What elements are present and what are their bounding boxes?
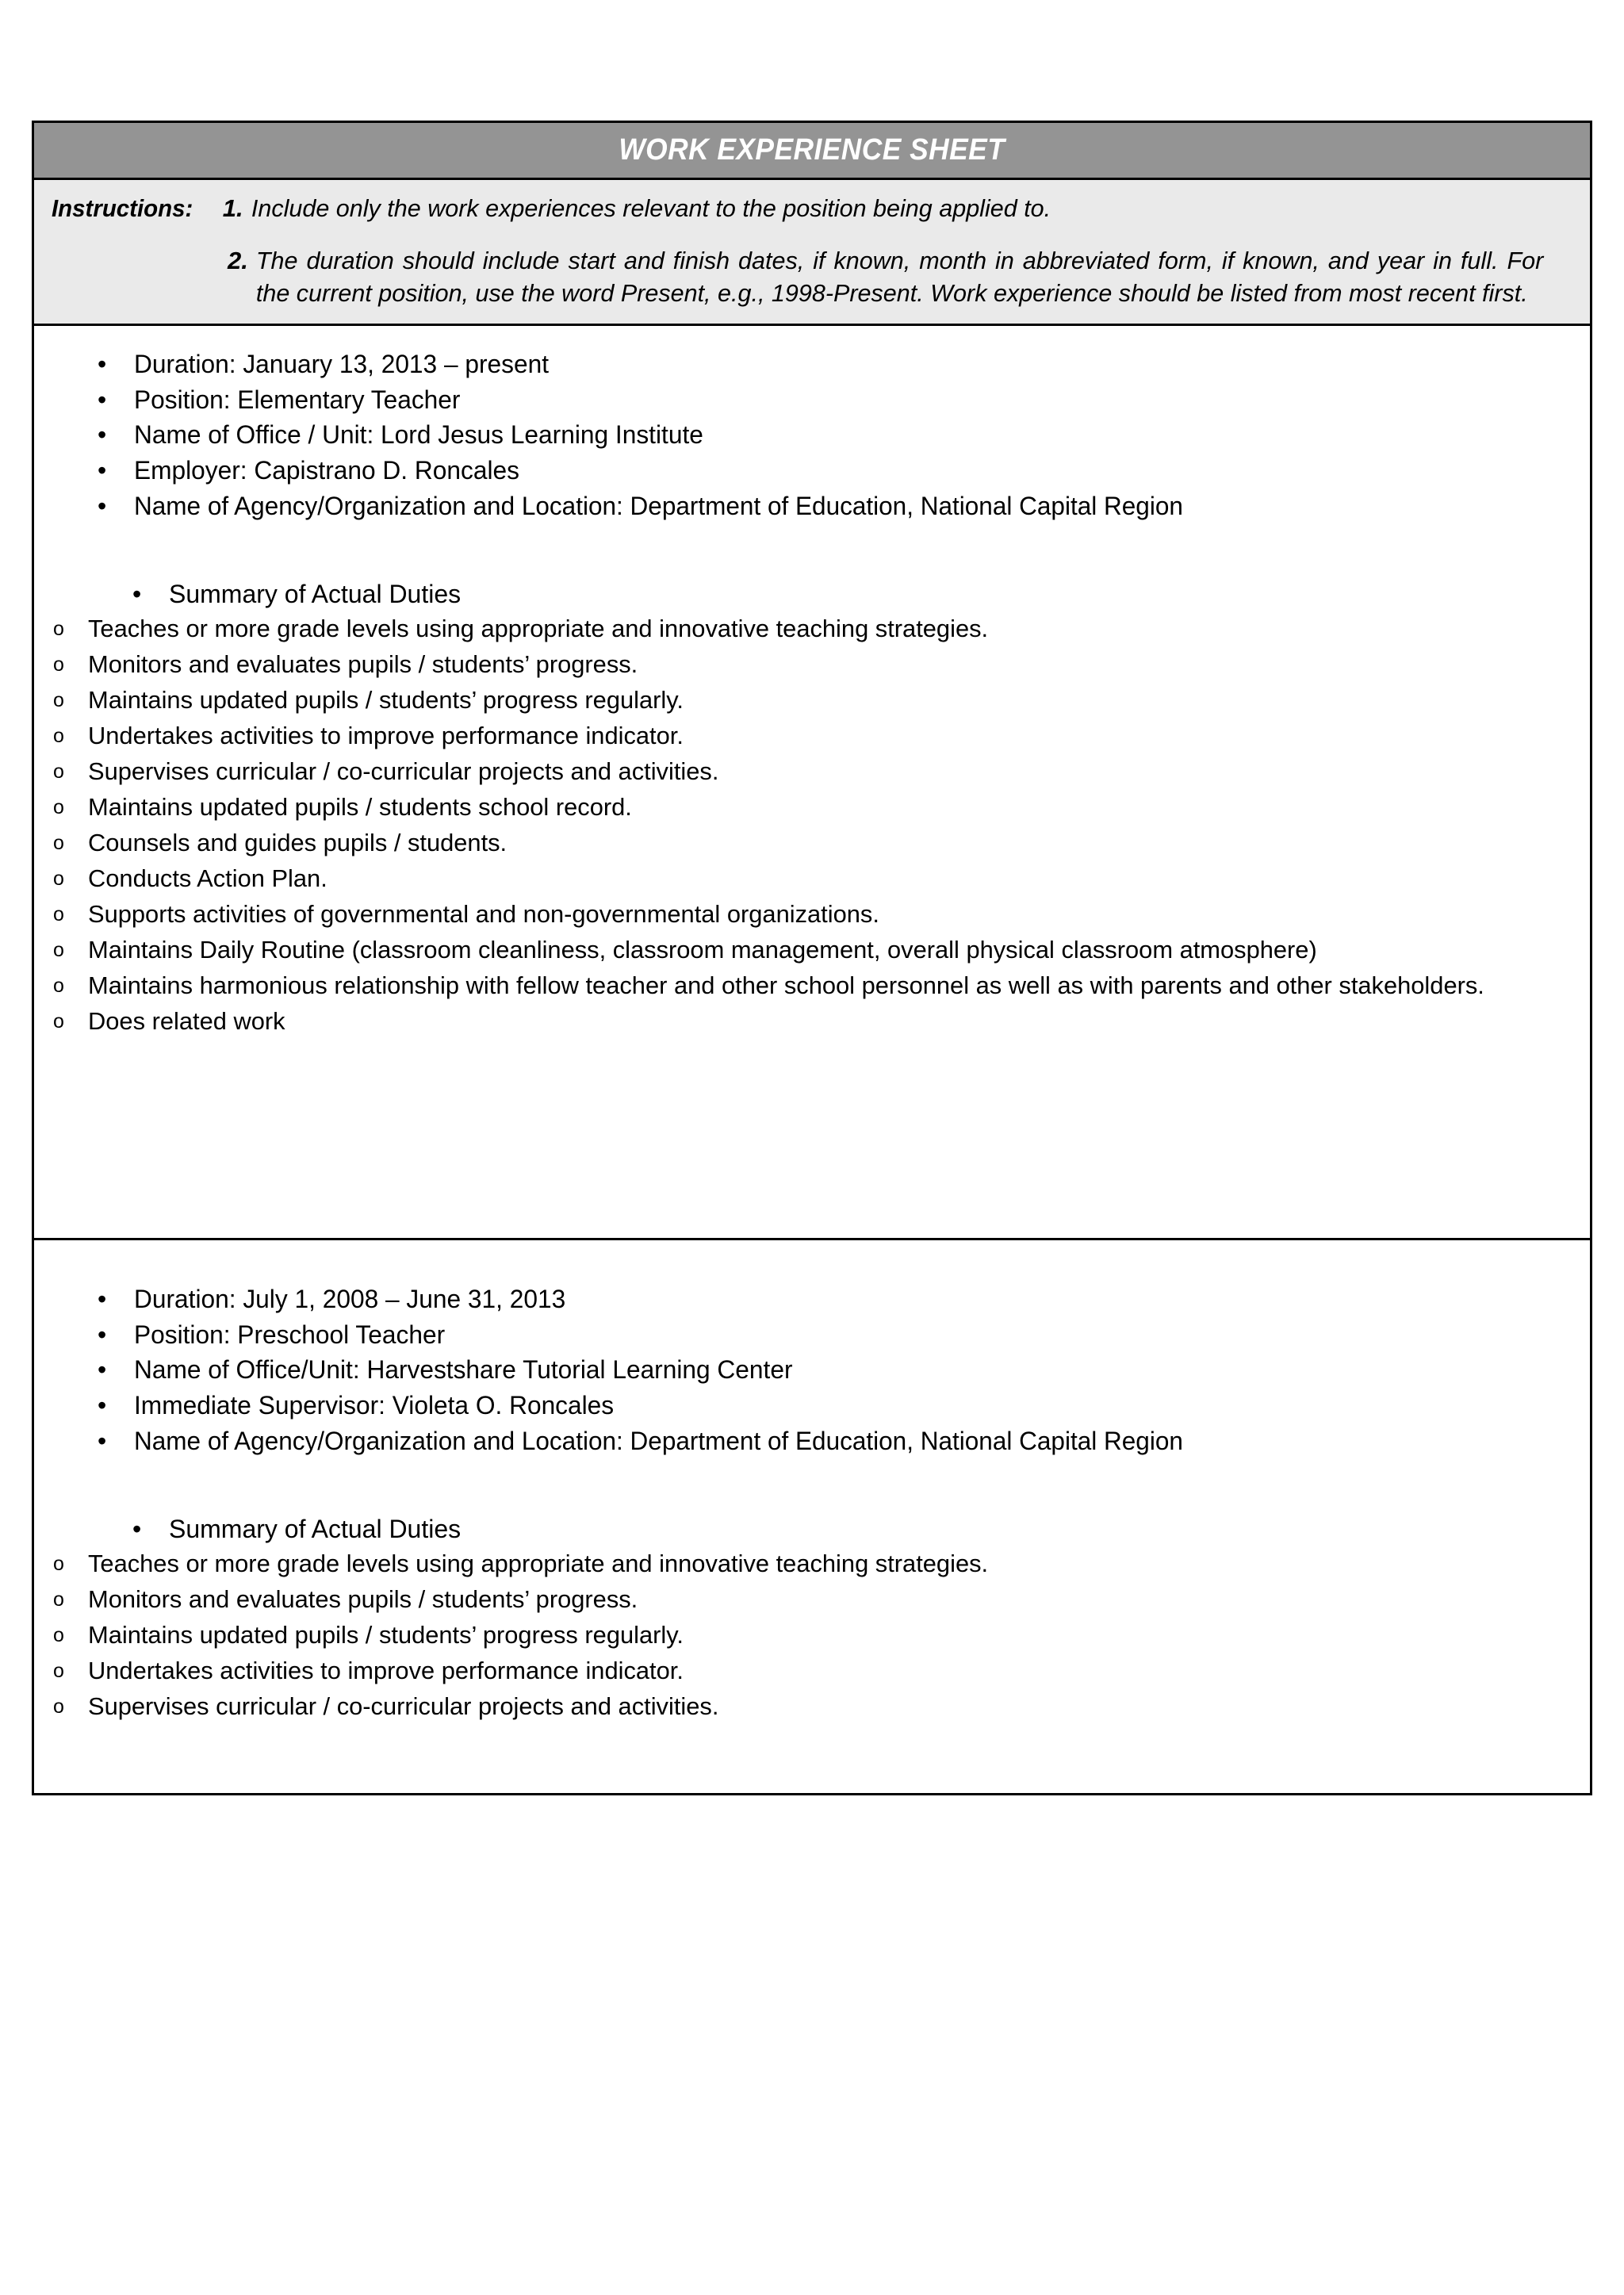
circle-bullet-icon: o: [53, 1695, 64, 1718]
duty-text: Counsels and guides pupils / students.: [88, 828, 508, 856]
duty-text: Maintains updated pupils / students school record.: [88, 792, 632, 821]
field-value: Name of Office/Unit: Harvestshare Tutorial Learning Center: [134, 1355, 793, 1385]
bullet-icon: •: [98, 1320, 107, 1349]
sheet-title-band: [34, 123, 1590, 180]
duty-item: [53, 1619, 1571, 1653]
duty-item: [53, 1654, 1571, 1688]
circle-bullet-icon: o: [53, 617, 64, 640]
instruction-row-2: [52, 245, 1563, 309]
circle-bullet-icon: o: [53, 760, 64, 783]
experience-2-summary-heading: [53, 1511, 1571, 1547]
circle-bullet-icon: o: [53, 938, 64, 961]
experience-2-field-immediate-supervisor: [53, 1388, 1571, 1423]
bullet-icon: •: [98, 349, 107, 378]
experience-1-duties-list: [53, 612, 1571, 1039]
instruction-text-2: The duration should include start and finish dates, if known, month in abbreviated form, if known, and year in full. For the current position, use the word Present, e.g., 1998-Present. Work experience should be listed from most recent first.: [255, 247, 1544, 307]
duty-item: [53, 933, 1571, 967]
experience-1-field-position: [53, 382, 1571, 418]
work-experience-table: [32, 121, 1592, 1795]
experience-1-field-employer: [53, 453, 1571, 489]
bullet-icon: •: [98, 385, 107, 414]
field-value: Immediate Supervisor: Violeta O. Roncales: [134, 1391, 615, 1420]
duty-item: [53, 755, 1571, 789]
circle-bullet-icon: o: [53, 902, 64, 925]
summary-heading-label: Summary of Actual Duties: [169, 579, 462, 608]
duty-text: Maintains updated pupils / students’ progress regularly.: [88, 1620, 684, 1649]
circle-bullet-icon: o: [53, 831, 64, 854]
duty-item: [53, 898, 1571, 932]
duty-item: [53, 826, 1571, 860]
instruction-text-1: Include only the work experiences relevant to the position being applied to.: [251, 194, 1051, 222]
bullet-icon: •: [98, 1284, 107, 1313]
circle-bullet-icon: o: [53, 1010, 64, 1033]
duty-text: Does related work: [88, 1006, 285, 1035]
duty-text: Teaches or more grade levels using appropriate and innovative teaching strategies.: [88, 614, 989, 642]
duty-text: Monitors and evaluates pupils / students’ progress.: [88, 649, 638, 678]
instructions-label: Instructions:: [52, 194, 193, 222]
bullet-icon: •: [132, 1514, 142, 1543]
experience-2-duties-list: [53, 1547, 1571, 1724]
duty-text: Maintains updated pupils / students’ progress regularly.: [88, 685, 684, 714]
experience-entry-2: [34, 1238, 1590, 1793]
experience-2-field-position: [53, 1317, 1571, 1353]
field-value: Employer: Capistrano D. Roncales: [134, 456, 519, 485]
bullet-icon: •: [98, 1427, 107, 1456]
field-value: Duration: January 13, 2013 – present: [134, 349, 550, 378]
circle-bullet-icon: o: [53, 688, 64, 711]
instruction-number-2: 2.: [228, 247, 248, 275]
circle-bullet-icon: o: [53, 1623, 64, 1646]
duty-item: [53, 648, 1571, 682]
duty-text: Supervises curricular / co-curricular projects and activities.: [88, 1692, 719, 1720]
field-value: Name of Office / Unit: Lord Jesus Learning Institute: [134, 420, 703, 450]
duty-text: Maintains Daily Routine (classroom cleanliness, classroom management, overall physical classroom atmosphere): [88, 935, 1317, 964]
duty-text: Conducts Action Plan.: [88, 864, 327, 892]
page-title: WORK EXPERIENCE SHEET: [619, 133, 1005, 167]
experience-2-field-list: [53, 1282, 1571, 1459]
circle-bullet-icon: o: [53, 1659, 64, 1682]
experience-1-field-agency-location: [53, 489, 1571, 524]
instruction-row-1: [52, 193, 1563, 224]
field-value: Position: Preschool Teacher: [134, 1320, 446, 1349]
instruction-number-1: 1.: [222, 194, 243, 222]
instructions-section: [34, 180, 1590, 326]
duty-item: [53, 1005, 1571, 1039]
duty-item: [53, 684, 1571, 718]
experience-1-summary-heading: [53, 577, 1571, 612]
experience-1-field-duration: [53, 347, 1571, 382]
bullet-icon: •: [98, 420, 107, 450]
duty-item: [53, 719, 1571, 753]
circle-bullet-icon: o: [53, 795, 64, 818]
bullet-icon: •: [98, 1391, 107, 1420]
duty-item: [53, 1583, 1571, 1617]
field-value: Name of Agency/Organization and Location: Department of Education, National Capital Region: [134, 492, 1183, 521]
duty-item: [53, 1547, 1571, 1581]
bullet-icon: •: [98, 456, 107, 485]
circle-bullet-icon: o: [53, 974, 64, 997]
duty-text: Undertakes activities to improve performance indicator.: [88, 721, 684, 749]
duty-item: [53, 862, 1571, 896]
bullet-icon: •: [132, 579, 142, 608]
duty-text: Undertakes activities to improve performance indicator.: [88, 1656, 684, 1684]
experience-1-field-office-unit: [53, 417, 1571, 453]
experience-2-field-office-unit: [53, 1352, 1571, 1388]
duty-text: Monitors and evaluates pupils / students’ progress.: [88, 1584, 638, 1613]
duty-item: [53, 1690, 1571, 1724]
experience-1-field-list: [53, 347, 1571, 524]
duty-text: Supports activities of governmental and non-governmental organizations.: [88, 899, 879, 928]
summary-heading-label: Summary of Actual Duties: [169, 1514, 462, 1543]
field-value: Name of Agency/Organization and Location: Department of Education, National Capital Region: [134, 1427, 1183, 1456]
duty-text: Maintains harmonious relationship with fellow teacher and other school personnel as well as with parents and other stakeholders.: [88, 971, 1484, 999]
bullet-icon: •: [98, 1355, 107, 1385]
circle-bullet-icon: o: [53, 653, 64, 676]
duty-text: Supervises curricular / co-curricular projects and activities.: [88, 757, 719, 785]
duty-item: [53, 791, 1571, 825]
experience-entry-1: [34, 326, 1590, 1238]
duty-item: [53, 612, 1571, 646]
experience-2-field-duration: [53, 1282, 1571, 1317]
circle-bullet-icon: o: [53, 1552, 64, 1575]
circle-bullet-icon: o: [53, 1588, 64, 1611]
circle-bullet-icon: o: [53, 867, 64, 890]
bullet-icon: •: [98, 492, 107, 521]
field-value: Duration: July 1, 2008 – June 31, 2013: [134, 1284, 566, 1313]
experience-2-field-agency-location: [53, 1423, 1571, 1459]
duty-text: Teaches or more grade levels using appropriate and innovative teaching strategies.: [88, 1549, 989, 1577]
field-value: Position: Elementary Teacher: [134, 385, 461, 414]
duty-item: [53, 969, 1571, 1003]
circle-bullet-icon: o: [53, 724, 64, 747]
